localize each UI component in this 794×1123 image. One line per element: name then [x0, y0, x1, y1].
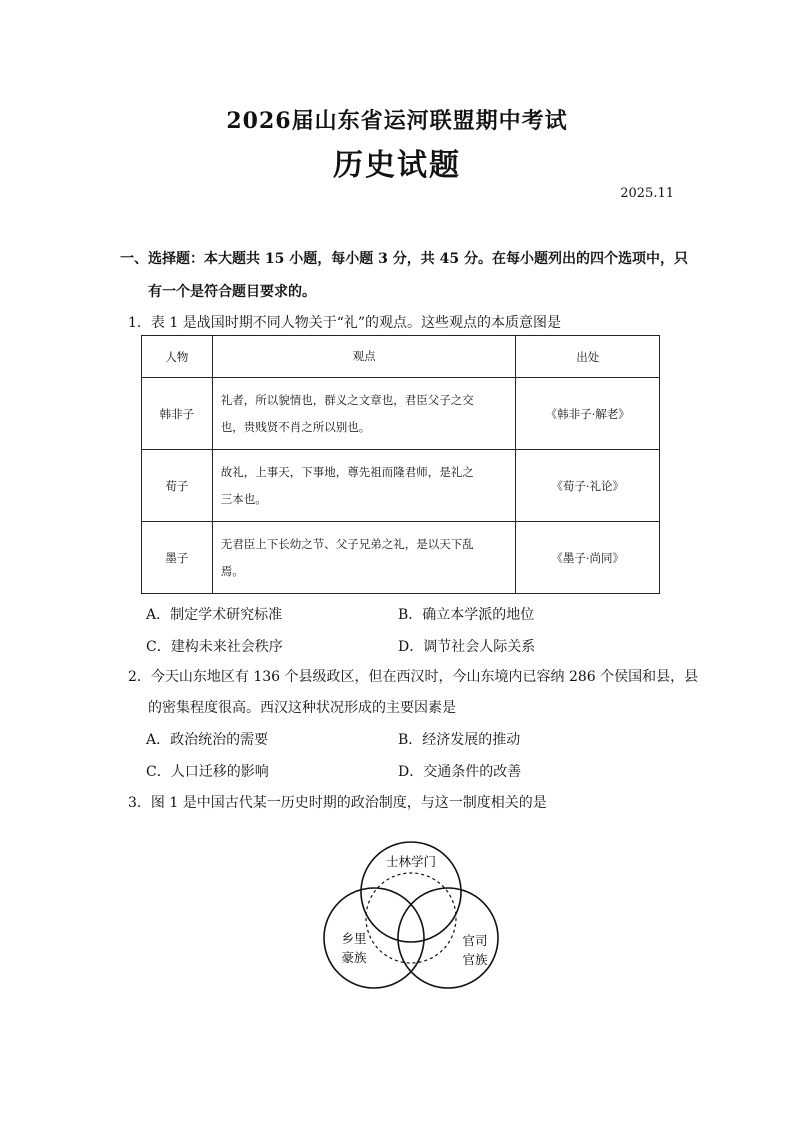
view-line: 焉。: [220, 563, 244, 578]
view-line: 礼者，所以貌情也，群义之文章也，君臣父子之交: [220, 392, 474, 407]
question-1-table: [141, 335, 660, 594]
table-header-view: 观点: [212, 336, 516, 378]
label-left-line2: 豪族: [341, 950, 367, 965]
exam-title: 2026届山东省运河联盟期中考试: [226, 108, 568, 134]
label-left-line1: 乡里: [341, 931, 367, 946]
table-cell-person: 墨子: [142, 522, 213, 594]
circle-left: [324, 888, 424, 988]
q1-option-c: C．建构未来社会秩序: [146, 639, 283, 655]
q2-option-c: C．人口迁移的影响: [146, 764, 269, 780]
section-instructions-line2: 有一个是符合题目要求的。: [148, 284, 316, 300]
figure-1-venn-diagram: [312, 840, 512, 990]
table-row: [142, 378, 660, 450]
table-row: [142, 522, 660, 594]
table-cell-view: [212, 450, 516, 522]
question-2-line1: 2．今天山东地区有 136 个县级政区，但在西汉时，今山东境内已容纳 286 个侯国和县，县: [128, 669, 699, 685]
q2-option-d: D．交通条件的改善: [398, 764, 522, 780]
table-cell-source: 《荀子·礼论》: [516, 450, 660, 522]
label-top: 士林学门: [385, 854, 437, 869]
q1-option-a: A．制定学术研究标准: [146, 607, 283, 623]
q2-option-a: A．政治统治的需要: [146, 732, 269, 748]
view-line: 无君臣上下长幼之节、父子兄弟之礼，是以天下乱: [220, 536, 474, 551]
table-row: [142, 450, 660, 522]
table-cell-view: [212, 378, 516, 450]
table-cell-person: 荀子: [142, 450, 213, 522]
exam-date: 2025.11: [620, 186, 674, 201]
question-3-stem: 3．图 1 是中国古代某一历史时期的政治制度，与这一制度相关的是: [128, 795, 547, 811]
view-line: 三本也。: [220, 491, 267, 506]
table-cell-source: 《韩非子·解老》: [516, 378, 660, 450]
table-cell-source: 《墨子·尚同》: [516, 522, 660, 594]
view-line: 故礼，上事天，下事地，尊先祖而隆君师，是礼之: [220, 464, 474, 479]
section-instructions-line1: 一、选择题：本大题共 15 小题，每小题 3 分，共 45 分。在每小题列出的四个选项中，只: [120, 251, 688, 267]
label-right-line2: 官族: [462, 952, 488, 967]
circle-center-dashed: [366, 873, 456, 963]
label-right-line1: 官司: [462, 933, 488, 948]
exam-subject: 历史试题: [333, 148, 461, 183]
q2-option-b: B．经济发展的推动: [398, 732, 521, 748]
view-line: 也，贵贱贤不肖之所以别也。: [220, 419, 371, 434]
table-header-person: 人物: [142, 336, 213, 378]
table-header-source: 出处: [516, 336, 660, 378]
question-2-line2: 的密集程度很高。西汉这种状况形成的主要因素是: [148, 700, 456, 716]
table-cell-person: 韩非子: [142, 378, 213, 450]
q1-option-d: D．调节社会人际关系: [398, 639, 536, 655]
q1-option-b: B．确立本学派的地位: [398, 607, 535, 623]
table-cell-view: [212, 522, 516, 594]
question-1-stem: 1．表 1 是战国时期不同人物关于“礼”的观点。这些观点的本质意图是: [128, 315, 562, 331]
table-header-row: [142, 336, 660, 378]
